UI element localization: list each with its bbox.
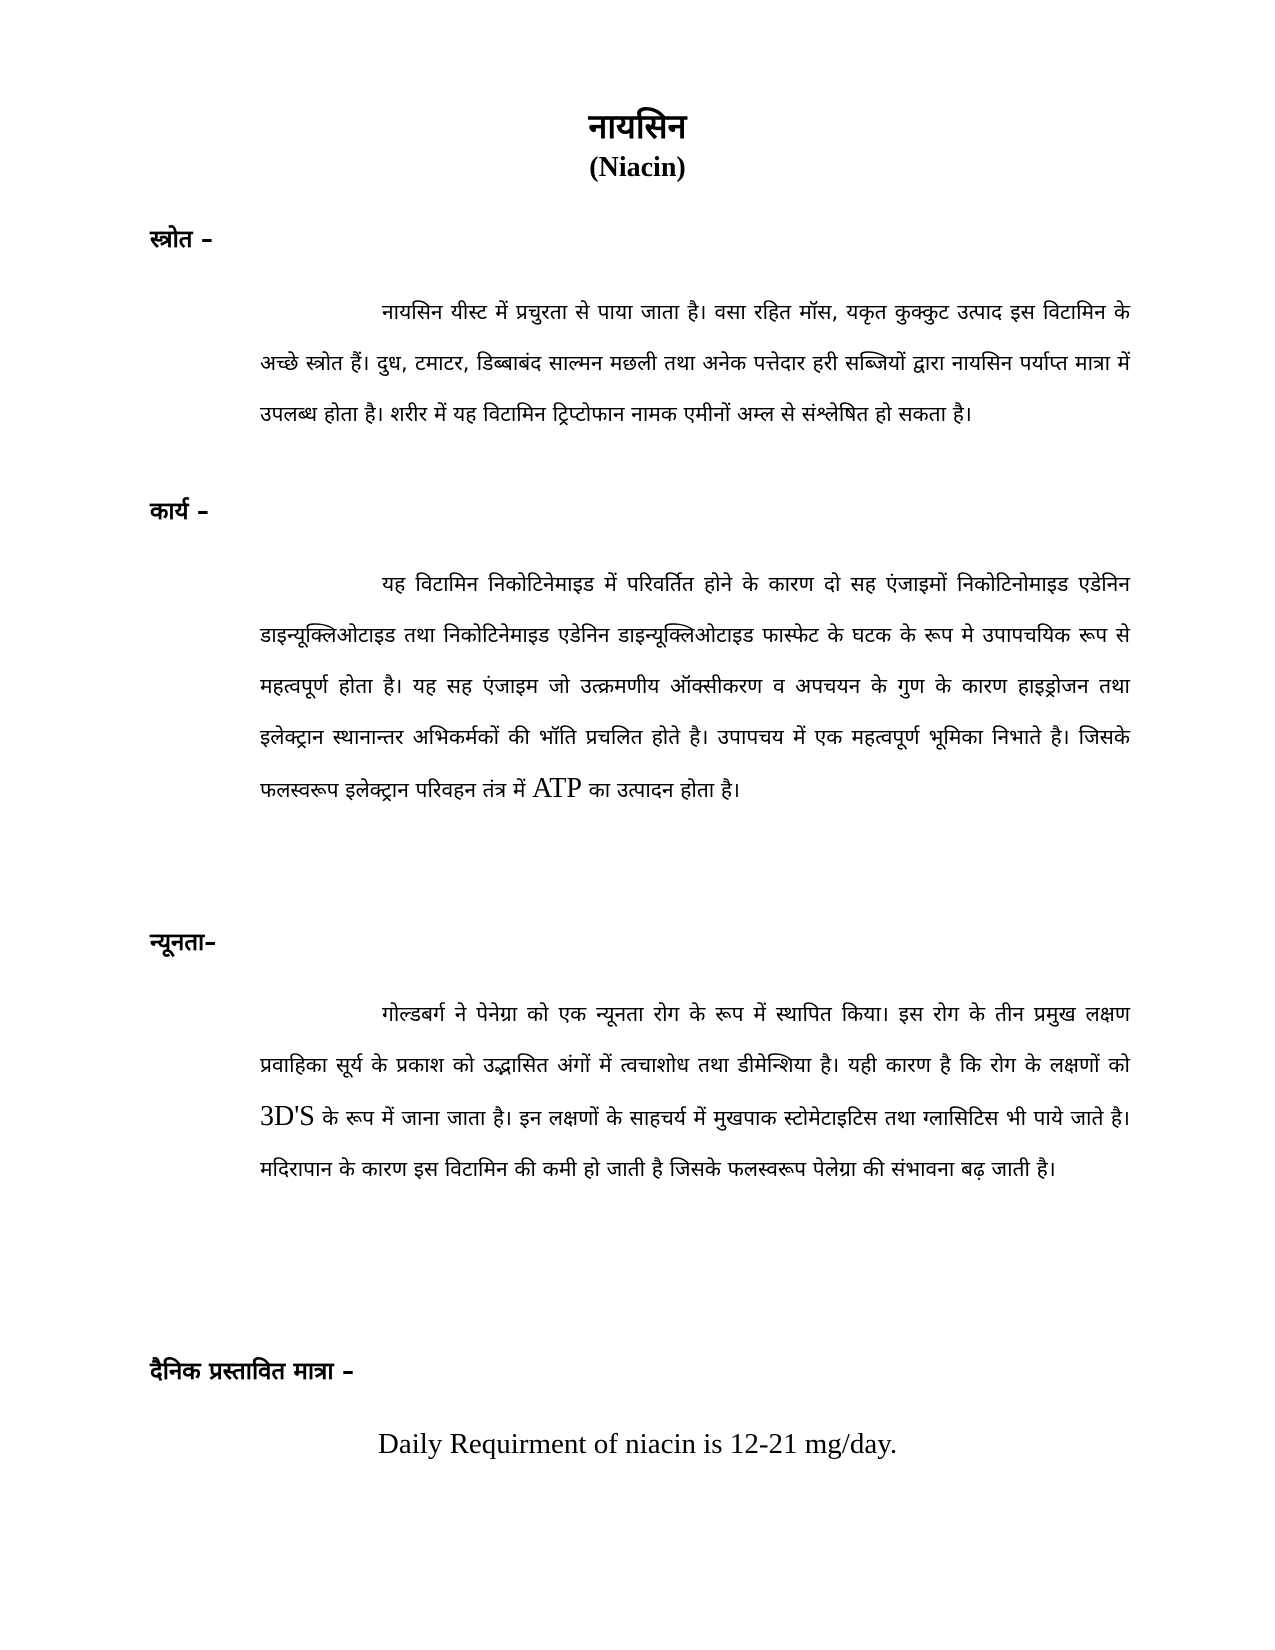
function-text-atp: ATP	[532, 773, 582, 804]
deficiency-text-3ds: 3D'S	[260, 1101, 315, 1132]
function-text-part2: का उत्पादन होता है।	[581, 778, 741, 802]
function-heading: कार्य –	[150, 497, 209, 525]
daily-dose-text: Daily Requirment of niacin is 12-21 mg/day.	[377, 1428, 898, 1460]
source-paragraph: नायसिन यीस्ट में प्रचुरता से पाया जाता है। वसा रहित मॉस, यकृत कुक्कुट उत्पाद इस विटामिन के अच्छे स्त्रोत हैं। दुध, टमाटर, डिब्बाबंद साल्मन मछली तथा अनेक पत्तेदार हरी सब्जियों द्वारा नायसिन पर्याप्त मात्रा में उपलब्ध होता है। शरीर में यह विटामिन ट्रिप्टोफान नामक एमीनों अम्ल से संश्लेषित हो सकता है।	[260, 300, 1130, 426]
deficiency-text-part1: गोल्डबर्ग ने पेनेग्रा को एक न्यूनता रोग के रूप में स्थापित किया। इस रोग के तीन प्रमुख लक्षण प्रवाहिका सूर्य के प्रकाश को उद्भासित अंगों में त्वचाशोध तथा डीमेन्शिया है। यही कारण है कि रोग के लक्षणों को	[260, 1002, 1130, 1077]
source-heading: स्त्रोत –	[150, 225, 213, 253]
deficiency-paragraph	[260, 989, 1130, 1195]
deficiency-text-part2: के रूप में जाना जाता है। इन लक्षणों के साहचर्य में मुखपाक स्टोमेटाइटिस तथा ग्लासिटिस भी पाये जाते है। मदिरापान के कारण इस विटामिन की कमी हो जाती है जिसके फलस्वरूप पेलेग्रा की संभावना बढ़ जाती है।	[260, 1106, 1130, 1181]
deficiency-heading: न्यूनता–	[150, 928, 217, 956]
function-text-part1: यह विटामिन निकोटिनेमाइड में परिवर्तित होने के कारण दो सह एंजाइमों निकोटिनोमाइड एडेनिन डाइन्यूक्लिओटाइड तथा निकोटिनेमाइड एडेनिन डाइन्यूक्लिओटाइड फास्फेट के घटक के रूप मे उपापचयिक रूप से महत्वपूर्ण होता है। यह सह एंजाइम जो उत्क्रमणीय ऑक्सीकरण व अपचयन के गुण के कारण हाइड्रोजन तथा इलेक्ट्रान स्थानान्तर अभिकर्मकों की भॉति प्रचलित होते है। उपापचय में एक महत्वपूर्ण भूमिका निभाते है। जिसके फलस्वरूप इलेक्ट्रान परिवहन तंत्र में	[260, 572, 1130, 802]
function-paragraph	[260, 559, 1130, 816]
page-title: नायसिन	[588, 107, 687, 147]
daily-dose-heading: दैनिक प्रस्तावित मात्रा –	[150, 1357, 354, 1385]
page-subtitle: (Niacin)	[589, 152, 686, 183]
